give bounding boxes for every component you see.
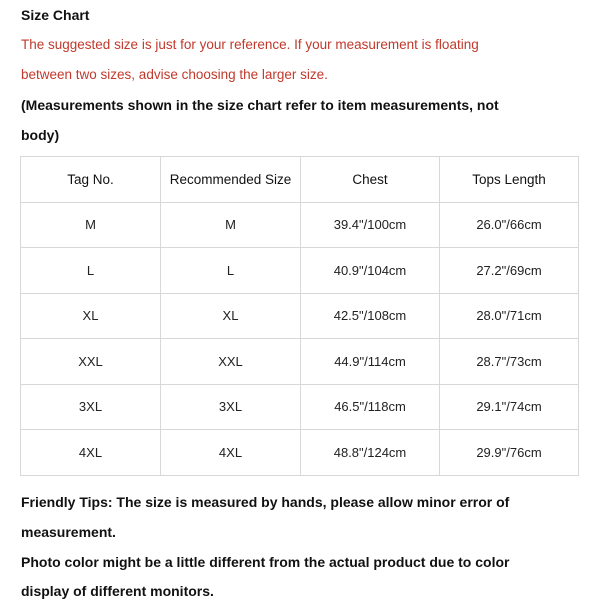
table-row — [21, 202, 579, 248]
recommended-size-cell: 4XL — [161, 430, 301, 476]
table-row — [21, 339, 579, 385]
recommended-size-cell: L — [161, 248, 301, 294]
tops-length-cell: 27.2"/69cm — [440, 248, 579, 294]
table-row — [21, 293, 579, 339]
header-tag-no: Tag No. — [21, 157, 161, 203]
measurement-note-line-1: (Measurements shown in the size chart refer to item measurements, not — [21, 97, 499, 113]
tag-cell: 3XL — [21, 384, 161, 430]
tops-length-cell: 28.7"/73cm — [440, 339, 579, 385]
tops-length-cell: 29.1"/74cm — [440, 384, 579, 430]
chest-cell: 46.5"/118cm — [301, 384, 440, 430]
tag-cell: XXL — [21, 339, 161, 385]
header-chest: Chest — [301, 157, 440, 203]
friendly-tips-line-1: Friendly Tips: The size is measured by hands, please allow minor error of — [21, 494, 510, 510]
chest-cell: 40.9"/104cm — [301, 248, 440, 294]
measurement-note-line-2: body) — [21, 127, 60, 143]
table-header-row — [21, 157, 579, 203]
header-recommended-size: Recommended Size — [161, 157, 301, 203]
table-row — [21, 384, 579, 430]
chest-cell: 44.9"/114cm — [301, 339, 440, 385]
tops-length-cell: 26.0"/66cm — [440, 202, 579, 248]
tag-cell: 4XL — [21, 430, 161, 476]
table-row — [21, 248, 579, 294]
tag-cell: XL — [21, 293, 161, 339]
reference-note-line-2: between two sizes, advise choosing the larger size. — [21, 67, 328, 82]
size-table — [20, 156, 579, 476]
chest-cell: 39.4"/100cm — [301, 202, 440, 248]
table-row — [21, 430, 579, 476]
color-note-line-1: Photo color might be a little different from the actual product due to color — [21, 554, 510, 570]
page-title: Size Chart — [21, 7, 90, 23]
tag-cell: M — [21, 202, 161, 248]
tops-length-cell: 28.0"/71cm — [440, 293, 579, 339]
tag-cell: L — [21, 248, 161, 294]
recommended-size-cell: 3XL — [161, 384, 301, 430]
recommended-size-cell: XL — [161, 293, 301, 339]
header-tops-length: Tops Length — [440, 157, 579, 203]
color-note-line-2: display of different monitors. — [21, 583, 214, 599]
friendly-tips-line-2: measurement. — [21, 524, 116, 540]
chest-cell: 42.5"/108cm — [301, 293, 440, 339]
tops-length-cell: 29.9"/76cm — [440, 430, 579, 476]
recommended-size-cell: M — [161, 202, 301, 248]
reference-note-line-1: The suggested size is just for your reference. If your measurement is floating — [21, 37, 479, 52]
chest-cell: 48.8"/124cm — [301, 430, 440, 476]
recommended-size-cell: XXL — [161, 339, 301, 385]
